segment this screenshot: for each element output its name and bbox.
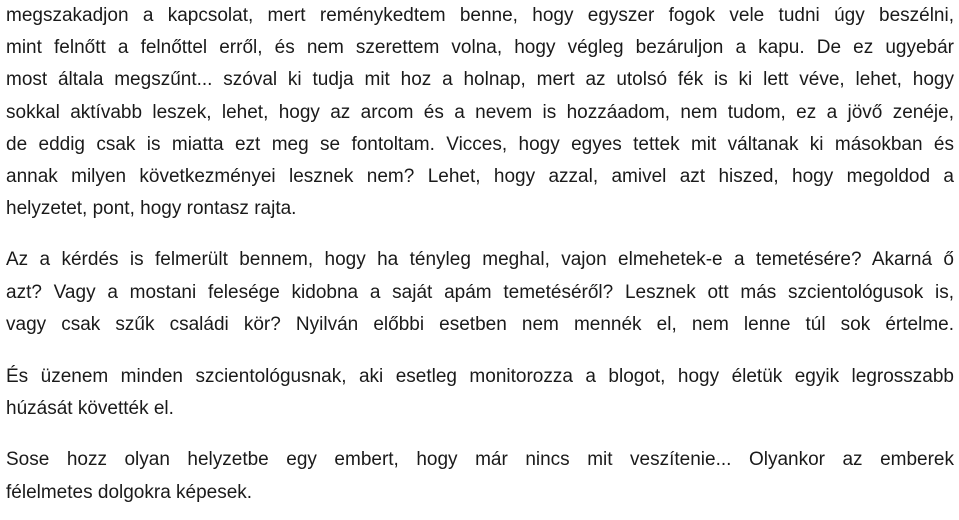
text-line: Az a kérdés is felmerült bennem, hogy ha tényleg meghal, vajon elmehetek-e a temetésére? Akarná ő <box>6 249 954 271</box>
document-body <box>6 0 954 509</box>
text-line: mint felnőtt a felnőttel erről, és nem szerettem volna, hogy végleg bezáruljon a kapu. De ez ugyebár <box>6 37 954 59</box>
paragraph-1 <box>6 0 954 225</box>
text-line: Sose hozz olyan helyzetbe egy embert, hogy már nincs mit veszítenie... Olyankor az emberek <box>6 449 954 471</box>
paragraph-3 <box>6 361 954 425</box>
text-line: helyzetet, pont, hogy rontasz rajta. <box>6 198 297 220</box>
text-line: vagy csak szűk családi kör? Nyilván előbbi esetben nem mennék el, nem lenne túl sok értelme. <box>6 313 954 335</box>
paragraph-spacer <box>6 225 954 244</box>
paragraph-spacer <box>6 425 954 444</box>
text-line: annak milyen következményei lesznek nem? Lehet, hogy azzal, amivel azt hiszed, hogy megoldod a <box>6 166 954 188</box>
text-line: megszakadjon a kapcsolat, mert reménykedtem benne, hogy egyszer fogok vele tudni úgy beszélni, <box>6 5 954 26</box>
paragraph-4 <box>6 444 954 508</box>
text-line: most általa megszűnt... szóval ki tudja mit hoz a holnap, mert az utolsó fék is ki lett véve, lehet, hogy <box>6 69 954 91</box>
text-line: azt? Vagy a mostani felesége kidobna a saját apám temetéséről? Lesznek ott más szcientológusok is, <box>6 281 954 303</box>
paragraph-spacer <box>6 341 954 361</box>
text-line: félelmetes dolgokra képesek. <box>6 481 253 503</box>
text-line: És üzenem minden szcientológusnak, aki esetleg monitorozza a blogot, hogy életük egyik legrosszabb <box>6 366 954 388</box>
text-line: de eddig csak is miatta ezt meg se fontoltam. Vicces, hogy egyes tettek mit váltanak ki másokban és <box>6 133 954 155</box>
paragraph-2 <box>6 244 954 341</box>
text-line: húzását követték el. <box>6 398 174 420</box>
text-line: sokkal aktívabb leszek, lehet, hogy az arcom és a nevem is hozzáadom, nem tudom, ez a jövő zenéje, <box>6 101 954 123</box>
